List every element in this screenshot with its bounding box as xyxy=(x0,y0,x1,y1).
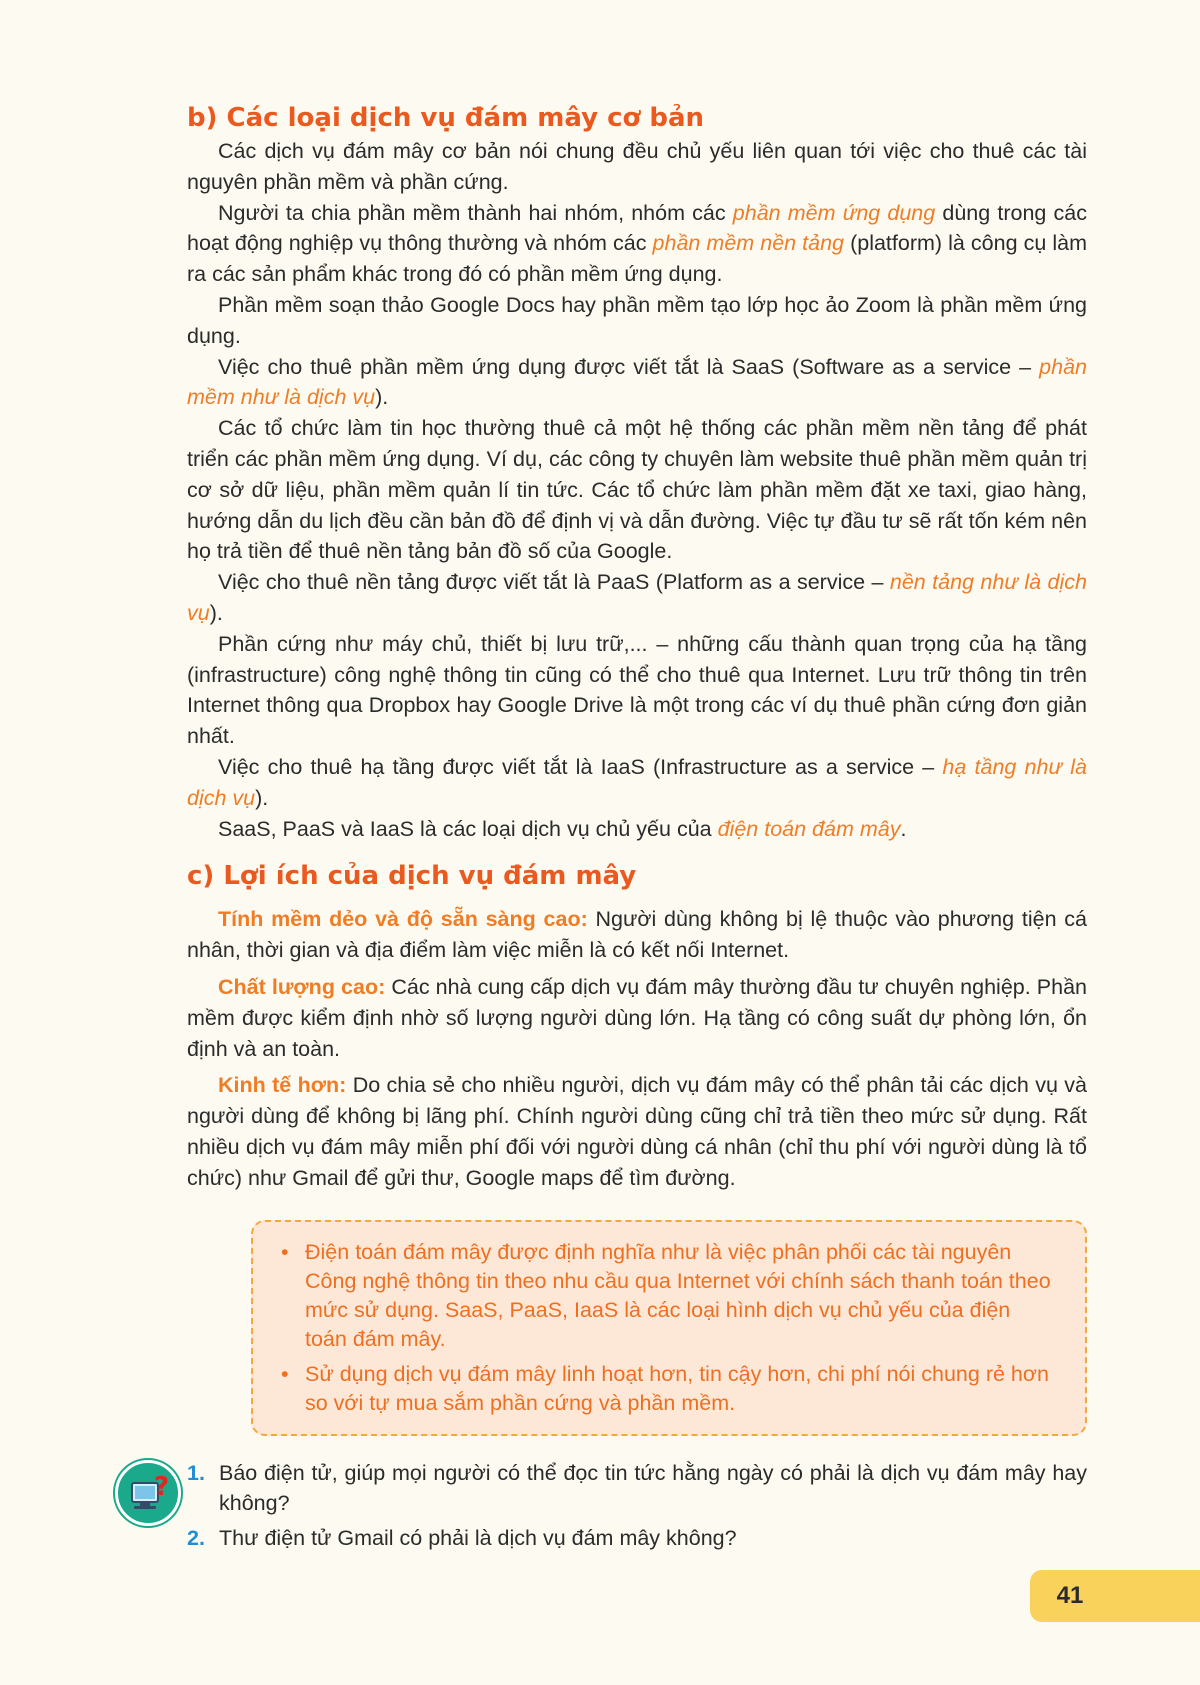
question-text: Báo điện tử, giúp mọi người có thể đọc tin tức hằng ngày có phải là dịch vụ đám mây hay không? xyxy=(219,1460,1087,1516)
text-run: dùng trong các hoạt động nghiệp vụ thông thường và nhóm các xyxy=(187,200,1087,256)
text-run: SaaS, PaaS và IaaS là các loại dịch vụ chủ yếu của xyxy=(218,816,718,841)
benefit-term: Kinh tế hơn: xyxy=(218,1073,347,1098)
paragraph: Các tổ chức làm tin học thường thuê cả một hệ thống các phần mềm nền tảng để phát triển các phần mềm ứng dụng. Ví dụ, các công ty chuyên làm website thuê phần mềm quản trị cơ sở dữ liệu, phần mềm quản lí tin tức. Các tổ chức làm phần mềm đặt xe taxi, giao hàng, hướng dẫn du lịch đều cần bản đồ để định vị và dẫn đường. Việc tự đầu tư sẽ rất tốn kém nên họ trả tiền để thuê nền tảng bản đồ số của Google. xyxy=(187,416,1087,564)
page-content xyxy=(154,100,1088,1558)
question-number: 1. xyxy=(187,1460,205,1485)
text-run: ). xyxy=(209,600,223,625)
summary-box xyxy=(251,1220,1087,1436)
paragraph: Phần cứng như máy chủ, thiết bị lưu trữ,... – những cấu thành quan trọng của hạ tầng (infrastructure) công nghệ thông tin cũng có thể cho thuê qua Internet. Lưu trữ thông tin trên Internet thông qua Dropbox hay Google Drive là một trong các ví dụ thuê phần cứng đơn giản nhất. xyxy=(187,631,1087,749)
text-run: . xyxy=(900,816,907,841)
text-run: Người ta chia phần mềm thành hai nhóm, nhóm các xyxy=(218,200,733,225)
text-run: Việc cho thuê nền tảng được viết tắt là PaaS (Platform as a service – xyxy=(218,570,890,595)
text-run: ). xyxy=(255,785,269,810)
text-run: Người dùng không bị lệ thuộc vào phương tiện cá nhân, thời gian và địa điểm làm việc miễn là có kết nối Internet. xyxy=(187,907,1087,963)
highlight-term: nền tảng như là dịch vụ xyxy=(187,570,1087,625)
highlight-term: hạ tầng như là dịch vụ xyxy=(187,754,1087,810)
text-run: ). xyxy=(375,385,389,410)
question-number: 2. xyxy=(187,1526,205,1551)
question-item xyxy=(187,1523,1087,1554)
highlight-term: phần mềm ứng dụng xyxy=(732,200,936,225)
question-computer-icon xyxy=(115,1460,181,1526)
summary-item: • Sử dụng dịch vụ đám mây linh hoạt hơn, tin cậy hơn, chi phí nói chung rẻ hơn so với tự mua sắm phần cứng và phần mềm. xyxy=(277,1360,1057,1418)
text-run: (platform) là công cụ làm ra các sản phẩm khác trong đó có phần mềm ứng dụng. xyxy=(187,231,1087,287)
summary-item: • Điện toán đám mây được định nghĩa như là việc phân phối các tài nguyên Công nghệ thông tin theo nhu cầu qua Internet với chính sách thanh toán theo mức sử dụng. SaaS, PaaS, IaaS là các loại hình dịch vụ chủ yếu của điện toán đám mây. xyxy=(277,1238,1057,1354)
paragraph: Các dịch vụ đám mây cơ bản nói chung đều chủ yếu liên quan tới việc cho thuê các tài nguyên phần mềm và phần cứng. xyxy=(187,139,1087,194)
benefit-term: Tính mềm dẻo và độ sẵn sàng cao: xyxy=(218,907,588,932)
highlight-term: phần mềm nền tảng xyxy=(652,231,845,256)
text-run: Các nhà cung cấp dịch vụ đám mây thường đầu tư chuyên nghiệp. Phần mềm được kiểm định nhờ số lượng người dùng lớn. Hạ tầng có công suất dự phòng lớn, ổn định và an toàn. xyxy=(187,974,1088,1061)
benefit-term: Chất lượng cao: xyxy=(218,974,386,999)
highlight-term: phần mềm như là dịch vụ xyxy=(187,354,1087,410)
benefit-paragraph xyxy=(187,904,1087,966)
benefit-paragraph xyxy=(187,972,1087,1064)
summary-list xyxy=(277,1238,1057,1418)
paragraph xyxy=(187,814,1087,845)
question-item xyxy=(187,1458,1087,1520)
highlight-term: điện toán đám mây xyxy=(717,816,901,841)
paragraph xyxy=(187,198,1087,290)
text-run: Việc cho thuê phần mềm ứng dụng được viết tắt là SaaS (Software as a service – xyxy=(218,354,1040,379)
paragraph xyxy=(187,352,1087,414)
paragraph xyxy=(187,752,1087,814)
text-run: Việc cho thuê hạ tầng được viết tắt là IaaS (Infrastructure as a service – xyxy=(218,754,943,779)
questions-section xyxy=(154,1458,1087,1554)
section-c-heading: c) Lợi ích của dịch vụ đám mây xyxy=(187,861,637,892)
benefit-paragraph xyxy=(187,1070,1087,1193)
text-run: Do chia sẻ cho nhiều người, dịch vụ đám mây có thể phân tải các dịch vụ và người dùng để không bị lãng phí. Chính người dùng cũng chỉ trả tiền theo mức sử dụng. Rất nhiều dịch vụ đám mây miễn phí đối với người dùng cá nhân (chỉ thu phí với người dùng là tổ chức) như Gmail để gửi thư, Google maps để tìm đường. xyxy=(187,1073,1087,1190)
question-text: Thư điện tử Gmail có phải là dịch vụ đám mây không? xyxy=(219,1526,737,1551)
section-b-heading: b) Các loại dịch vụ đám mây cơ bản xyxy=(187,103,705,133)
paragraph: Phần mềm soạn thảo Google Docs hay phần mềm tạo lớp học ảo Zoom là phần mềm ứng dụng. xyxy=(187,292,1087,348)
svg-text:?: ? xyxy=(154,1471,170,1502)
page-number: 41 xyxy=(1030,1570,1200,1622)
paragraph xyxy=(187,567,1087,629)
